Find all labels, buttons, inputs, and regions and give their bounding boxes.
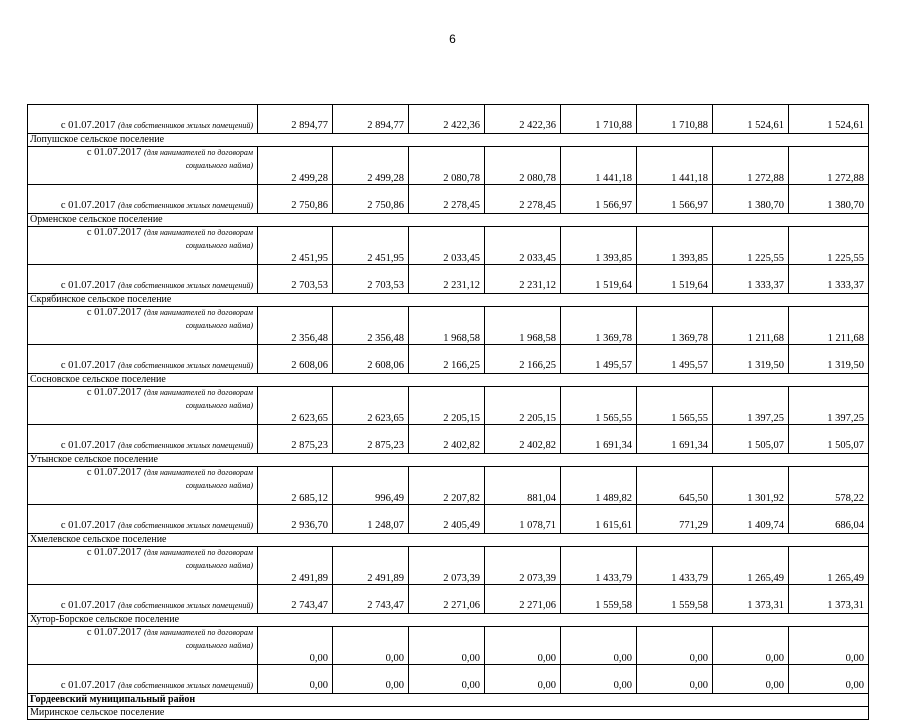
tariff-row — [28, 105, 869, 134]
tariff-value: 2 451,95 — [333, 227, 409, 265]
tariff-row — [28, 307, 869, 345]
tariff-value: 1 710,88 — [637, 105, 713, 134]
settlement-name: Скрябинское сельское поселение — [28, 294, 869, 307]
tariff-value: 2 894,77 — [258, 105, 333, 134]
row-label — [28, 185, 258, 214]
tariff-value: 2 422,36 — [485, 105, 561, 134]
tariff-value: 1 333,37 — [789, 265, 869, 294]
owners-note: (для собственников жилых помещений) — [118, 360, 253, 370]
tariff-value: 1 369,78 — [561, 307, 637, 345]
tariff-value: 1 265,49 — [789, 547, 869, 585]
tariff-value: 2 207,82 — [409, 467, 485, 505]
settlement-header-row — [28, 534, 869, 547]
tariff-value: 1 566,97 — [561, 185, 637, 214]
row-label — [28, 227, 258, 265]
tariff-row — [28, 147, 869, 185]
row-label — [28, 425, 258, 454]
effective-date: с 01.07.2017 — [60, 519, 116, 531]
tariff-value: 1 559,58 — [561, 585, 637, 614]
tariff-value: 1 710,88 — [561, 105, 637, 134]
tariff-value: 2 356,48 — [333, 307, 409, 345]
settlement-header-row — [28, 134, 869, 147]
tenants-note-continued: социального найма) — [185, 480, 253, 490]
tenants-note-continued: социального найма) — [185, 560, 253, 570]
tariff-value: 2 499,28 — [333, 147, 409, 185]
tariff-value: 1 380,70 — [789, 185, 869, 214]
tariff-value: 1 211,68 — [713, 307, 789, 345]
tariff-value: 2 623,65 — [258, 387, 333, 425]
tariff-value: 2 073,39 — [409, 547, 485, 585]
row-label — [28, 345, 258, 374]
owners-note: (для собственников жилых помещений) — [118, 120, 253, 130]
tariff-row — [28, 345, 869, 374]
tariff-value: 1 519,64 — [637, 265, 713, 294]
row-label — [28, 547, 258, 585]
row-label — [28, 585, 258, 614]
tariff-row — [28, 387, 869, 425]
tariff-value: 1 409,74 — [713, 505, 789, 534]
tariff-value: 1 565,55 — [637, 387, 713, 425]
effective-date: с 01.07.2017 — [60, 439, 116, 451]
tariff-row — [28, 425, 869, 454]
tariff-value: 1 319,50 — [789, 345, 869, 374]
tariff-value: 1 078,71 — [485, 505, 561, 534]
tariff-value: 2 491,89 — [333, 547, 409, 585]
tariff-value: 1 519,64 — [561, 265, 637, 294]
tariff-value: 2 451,95 — [258, 227, 333, 265]
tariff-value: 0,00 — [789, 665, 869, 694]
tariff-value: 0,00 — [637, 665, 713, 694]
tariff-value: 645,50 — [637, 467, 713, 505]
tariff-value: 1 369,78 — [637, 307, 713, 345]
tariff-value: 2 166,25 — [485, 345, 561, 374]
owners-note: (для собственников жилых помещений) — [118, 600, 253, 610]
settlement-header-row — [28, 454, 869, 467]
tariff-value: 2 703,53 — [258, 265, 333, 294]
tariff-row — [28, 467, 869, 505]
tenants-note-continued: социального найма) — [185, 320, 253, 330]
owners-note: (для собственников жилых помещений) — [118, 440, 253, 450]
settlement-name: Орменское сельское поселение — [28, 214, 869, 227]
tariff-value: 1 319,50 — [713, 345, 789, 374]
row-label — [28, 387, 258, 425]
tariff-value: 2 278,45 — [409, 185, 485, 214]
tariff-value: 2 271,06 — [485, 585, 561, 614]
tariff-value: 2 743,47 — [333, 585, 409, 614]
tenants-note: (для нанимателей по договорам — [144, 388, 253, 397]
effective-date: с 01.07.2017 — [86, 147, 142, 158]
tariff-value: 2 491,89 — [258, 547, 333, 585]
tariff-value: 1 393,85 — [637, 227, 713, 265]
row-label — [28, 627, 258, 665]
tariff-value: 1 272,88 — [789, 147, 869, 185]
owners-note: (для собственников жилых помещений) — [118, 520, 253, 530]
tariff-value: 2 608,06 — [333, 345, 409, 374]
tariff-table — [27, 104, 869, 720]
tariff-value: 0,00 — [713, 627, 789, 665]
tariff-value: 1 248,07 — [333, 505, 409, 534]
tariff-value: 2 894,77 — [333, 105, 409, 134]
tariff-row — [28, 627, 869, 665]
tariff-value: 1 565,55 — [561, 387, 637, 425]
tariff-value: 0,00 — [333, 627, 409, 665]
effective-date: с 01.07.2017 — [86, 307, 142, 318]
settlement-header-row — [28, 374, 869, 387]
tariff-value: 1 495,57 — [561, 345, 637, 374]
tenants-note-continued: социального найма) — [185, 160, 253, 170]
settlement-name: Миринское сельское поселение — [28, 707, 869, 720]
tariff-value: 686,04 — [789, 505, 869, 534]
tariff-value: 2 402,82 — [409, 425, 485, 454]
tariff-value: 2 080,78 — [409, 147, 485, 185]
effective-date: с 01.07.2017 — [86, 387, 142, 398]
tariff-value: 1 505,07 — [789, 425, 869, 454]
effective-date: с 01.07.2017 — [60, 199, 116, 211]
effective-date: с 01.07.2017 — [60, 279, 116, 291]
tariff-value: 1 524,61 — [789, 105, 869, 134]
tariff-value: 2 033,45 — [485, 227, 561, 265]
tariff-value: 2 499,28 — [258, 147, 333, 185]
owners-note: (для собственников жилых помещений) — [118, 280, 253, 290]
tariff-value: 1 373,31 — [789, 585, 869, 614]
tariff-value: 0,00 — [258, 627, 333, 665]
tariff-value: 2 608,06 — [258, 345, 333, 374]
settlement-header-row — [28, 214, 869, 227]
tariff-value: 0,00 — [561, 627, 637, 665]
tariff-value: 2 231,12 — [485, 265, 561, 294]
tariff-value: 1 333,37 — [713, 265, 789, 294]
tariff-value: 1 393,85 — [561, 227, 637, 265]
tariff-row — [28, 505, 869, 534]
tariff-value: 2 405,49 — [409, 505, 485, 534]
tariff-value: 1 225,55 — [789, 227, 869, 265]
tariff-value: 1 691,34 — [637, 425, 713, 454]
tariff-value: 1 489,82 — [561, 467, 637, 505]
tenants-note: (для нанимателей по договорам — [144, 548, 253, 557]
effective-date: с 01.07.2017 — [86, 227, 142, 238]
tariff-value: 1 265,49 — [713, 547, 789, 585]
owners-note: (для собственников жилых помещений) — [118, 200, 253, 210]
tariff-value: 1 441,18 — [637, 147, 713, 185]
tariff-value: 881,04 — [485, 467, 561, 505]
tariff-row — [28, 547, 869, 585]
tariff-value: 1 968,58 — [409, 307, 485, 345]
tariff-value: 1 301,92 — [713, 467, 789, 505]
settlement-name: Лопушское сельское поселение — [28, 134, 869, 147]
settlement-header-row — [28, 294, 869, 307]
tariff-value: 0,00 — [637, 627, 713, 665]
tariff-value: 0,00 — [333, 665, 409, 694]
settlement-name: Хмелевское сельское поселение — [28, 534, 869, 547]
tenants-note: (для нанимателей по договорам — [144, 628, 253, 637]
tariff-value: 1 566,97 — [637, 185, 713, 214]
tenants-note: (для нанимателей по договорам — [144, 308, 253, 317]
tariff-value: 771,29 — [637, 505, 713, 534]
page-number: 6 — [449, 32, 456, 46]
tariff-row — [28, 265, 869, 294]
tariff-value: 1 433,79 — [637, 547, 713, 585]
settlement-name: Сосновское сельское поселение — [28, 374, 869, 387]
tariff-value: 1 691,34 — [561, 425, 637, 454]
tariff-value: 2 033,45 — [409, 227, 485, 265]
tariff-row — [28, 185, 869, 214]
tariff-value: 2 623,65 — [333, 387, 409, 425]
row-label — [28, 147, 258, 185]
settlement-name: Гордеевский муниципальный район — [28, 694, 869, 707]
tariff-value: 2 936,70 — [258, 505, 333, 534]
tariff-value: 996,49 — [333, 467, 409, 505]
effective-date: с 01.07.2017 — [60, 119, 116, 131]
tariff-value: 1 272,88 — [713, 147, 789, 185]
tenants-note: (для нанимателей по договорам — [144, 228, 253, 237]
tariff-value: 0,00 — [789, 627, 869, 665]
tariff-row — [28, 585, 869, 614]
tariff-value: 2 422,36 — [409, 105, 485, 134]
row-label — [28, 505, 258, 534]
tariff-value: 1 380,70 — [713, 185, 789, 214]
effective-date: с 01.07.2017 — [86, 627, 142, 638]
tariff-value: 1 495,57 — [637, 345, 713, 374]
tariff-value: 2 875,23 — [333, 425, 409, 454]
tariff-value: 0,00 — [485, 665, 561, 694]
tenants-note-continued: социального найма) — [185, 400, 253, 410]
settlement-name: Хутор-Борское сельское поселение — [28, 614, 869, 627]
tariff-value: 1 559,58 — [637, 585, 713, 614]
tariff-value: 2 750,86 — [258, 185, 333, 214]
tariff-value: 2 278,45 — [485, 185, 561, 214]
row-label — [28, 265, 258, 294]
tariff-value: 0,00 — [561, 665, 637, 694]
row-label — [28, 467, 258, 505]
row-label — [28, 307, 258, 345]
tenants-note: (для нанимателей по договорам — [144, 148, 253, 157]
tariff-value: 2 231,12 — [409, 265, 485, 294]
settlement-header-row — [28, 707, 869, 720]
tariff-value: 2 875,23 — [258, 425, 333, 454]
tariff-value: 1 397,25 — [713, 387, 789, 425]
tariff-value: 2 166,25 — [409, 345, 485, 374]
tariff-value: 0,00 — [409, 665, 485, 694]
owners-note: (для собственников жилых помещений) — [118, 680, 253, 690]
effective-date: с 01.07.2017 — [60, 679, 116, 691]
tariff-value: 1 441,18 — [561, 147, 637, 185]
tenants-note-continued: социального найма) — [185, 640, 253, 650]
tariff-value: 1 968,58 — [485, 307, 561, 345]
tariff-value: 1 225,55 — [713, 227, 789, 265]
effective-date: с 01.07.2017 — [60, 359, 116, 371]
tariff-value: 0,00 — [485, 627, 561, 665]
tariff-value: 1 524,61 — [713, 105, 789, 134]
tariff-value: 0,00 — [713, 665, 789, 694]
tariff-value: 2 205,15 — [485, 387, 561, 425]
row-label — [28, 665, 258, 694]
tariff-value: 2 703,53 — [333, 265, 409, 294]
tariff-row — [28, 665, 869, 694]
tariff-value: 2 743,47 — [258, 585, 333, 614]
tenants-note-continued: социального найма) — [185, 240, 253, 250]
tariff-value: 1 505,07 — [713, 425, 789, 454]
effective-date: с 01.07.2017 — [60, 599, 116, 611]
settlement-name: Утынское сельское поселение — [28, 454, 869, 467]
settlement-header-row — [28, 694, 869, 707]
tariff-value: 0,00 — [258, 665, 333, 694]
effective-date: с 01.07.2017 — [86, 547, 142, 558]
tariff-value: 1 373,31 — [713, 585, 789, 614]
tariff-value: 578,22 — [789, 467, 869, 505]
tariff-value: 2 080,78 — [485, 147, 561, 185]
tariff-value: 1 397,25 — [789, 387, 869, 425]
tariff-value: 1 615,61 — [561, 505, 637, 534]
tariff-row — [28, 227, 869, 265]
tariff-value: 2 271,06 — [409, 585, 485, 614]
tenants-note: (для нанимателей по договорам — [144, 468, 253, 477]
tariff-value: 0,00 — [409, 627, 485, 665]
tariff-value: 2 356,48 — [258, 307, 333, 345]
tariff-value: 2 750,86 — [333, 185, 409, 214]
tariff-value: 2 402,82 — [485, 425, 561, 454]
tariff-value: 2 073,39 — [485, 547, 561, 585]
row-label — [28, 105, 258, 134]
tariff-value: 1 211,68 — [789, 307, 869, 345]
tariff-value: 2 685,12 — [258, 467, 333, 505]
tariff-value: 1 433,79 — [561, 547, 637, 585]
settlement-header-row — [28, 614, 869, 627]
tariff-value: 2 205,15 — [409, 387, 485, 425]
effective-date: с 01.07.2017 — [86, 467, 142, 478]
